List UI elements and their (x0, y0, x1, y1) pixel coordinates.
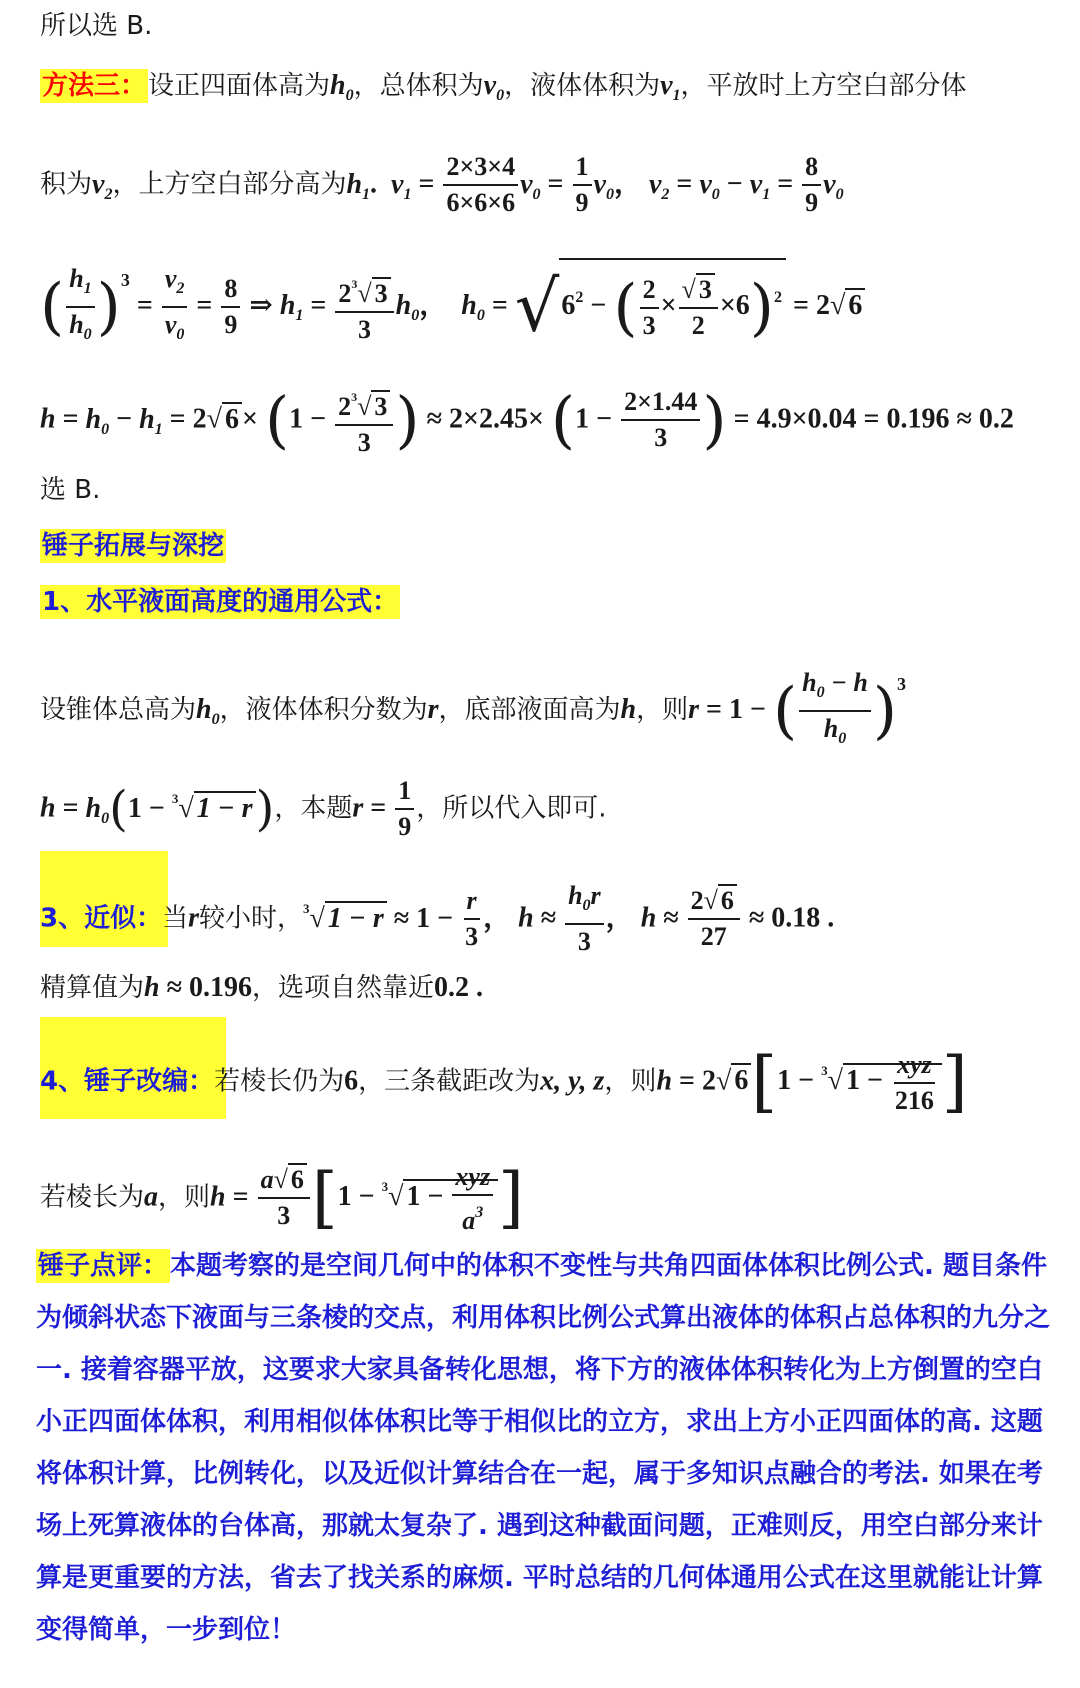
comment-body: 本题考察的是空间几何中的体积不变性与共角四面体体积比例公式. 题目条件为倾斜状态下液面与三条棱的交点，利用体积比例公式算出液体的体积占总体积的九分之一. 接着容器平放，这要求大家具备转化思想，将下方的液体体积转化为上方倒置的空白小正四面体体积，利用相似体体积比等于相似比的立方，求出上方小正四面体的高. 这题将体积计算，比例转化，以及近似计算结合在一起，属于多知识点融合的考法. 如果在考场上死算液体的台体高，那就太复杂了. 遇到这种截面问题，正难则反，用空白部分来计算是更重要的方法，省去了找关系的麻烦. 平时总结的几何体通用公式在这里就能让计算变得简单，一步到位！ (36, 1251, 1051, 1645)
item4-line2-text: 若棱长为 (40, 1182, 145, 1213)
item4-line2b-text: ，则 (158, 1182, 211, 1213)
item3-line-2: 精算值为h ≈ 0.196，选项自然靠近0.2 . (40, 972, 483, 1003)
method3-t3: ，平放时上方空白部分体 (680, 71, 967, 101)
item4-line-2: 若棱长为a，则h = $\frac{a√ 6}{3}$ [1 − $^3$√ 1 − $\frac{\text{xyz}}{a^3}$ ] (40, 1158, 524, 1236)
symbol-h0: $h_0$ (330, 70, 354, 104)
item3-text1: 当 (162, 903, 189, 934)
symbol-v1: $v_1$ (660, 70, 681, 104)
item3-label: 3、近似： (40, 903, 163, 934)
item1-label: 1、水平液面高度的通用公式： (42, 587, 399, 617)
method3-t1: ，总体积为 (353, 71, 484, 101)
fraction-234-666: $\frac{2\times 3\times 4}{6\times 6\times 6}$ (443, 150, 518, 220)
comment-paragraph (36, 1240, 1056, 1656)
item3-line-1: 3、近似：当r较小时，$^3$√ 1 − r ≈ 1 − $\frac{r}{3}$ ， h ≈ $\frac{h_0r}{3}$ ， h ≈ $\frac{2√ 6}{27}$ ≈ 0.18 . (40, 881, 835, 956)
method3-t5: ，上方空白部分高为 (112, 169, 347, 200)
conclusion-line-1 (40, 6, 152, 46)
item1-line-1: 设锥体总高为$h_0$，液体体积分数为r，底部液面高为h，则r = 1 − ( $\frac{h_0 - h}{h_0}$ )$^3$ (40, 667, 907, 747)
item4-text3: ，则 (604, 1066, 657, 1097)
conclusion-line-2 (40, 470, 100, 510)
item1-heading (40, 582, 400, 622)
section-title (40, 526, 226, 566)
item1-text1: 设锥体总高为 (40, 695, 197, 725)
item1-text5: ，本题 (274, 793, 353, 824)
item1-text4: ，则 (636, 695, 689, 725)
method3-line-3: ( $\frac{h_1}{h_0}$ )$^3$ = $\frac{v_2}{v_0}$ = $\frac{8}{9}$ ⇒ $h_1$ = $\frac{2^3√ 3}{3}$ $h_0$， $h_0 = √6^2$ − ( $\frac{2}{3}$ × $\frac{√ 3}{2}$ ×6)$^2$ = 2√ 6 (40, 258, 865, 352)
method3-line-4: $h = h_0 - h_1 = 2√$ 6 × (1 − $\frac{2^3√ 3}{3}$ ) ≈ 2×2.45× (1 − $\frac{2\times 1.44}{3}$ ) = 4.9×0.04 = 0.196 ≈ 0.2 (40, 380, 1014, 460)
conclusion-text: 所以选 B. (40, 11, 153, 41)
method3-line-1 (40, 66, 967, 116)
method3-intro: 设正四面体高为 (148, 71, 331, 101)
item1-text3: ，底部液面高为 (438, 695, 621, 725)
item4-line-1: 4、锤子改编：若棱长仍为6，三条截距改为x, y, z，则h = 2√ 6[1 − $^3$√ 1 − $\frac{\text{xyz}}{216}$ ] (40, 1042, 968, 1120)
conclusion-text-2: 选 B. (40, 475, 101, 505)
item3-line2b-text: ，选项自然靠近 (251, 973, 434, 1003)
item3-line2-text: 精算值为 (40, 973, 145, 1003)
method3-t2: ，液体体积为 (504, 71, 661, 101)
symbol-h1: $h_1$ (346, 168, 371, 203)
item3-text2: 较小时， (199, 903, 304, 934)
symbol-v2: $v_2$ (92, 168, 113, 203)
item1-line-2: $h = h_0(1 - ^3√$ 1 − r)，本题r = $\frac{1}{9}$ ，所以代入即可. (40, 776, 607, 841)
comment-label: 锤子点评： (38, 1251, 169, 1281)
method3-label: 方法三： (42, 71, 147, 101)
method3-t4: 积为 (40, 169, 93, 200)
item4-text1: 若棱长仍为 (214, 1066, 345, 1097)
symbol-v0: $v_0$ (483, 70, 505, 104)
fraction-one-ninth: $\frac{1}{9}$ (573, 150, 592, 220)
item1-text6: ，所以代入即可. (416, 793, 607, 824)
section-title-text: 锤子拓展与深挖 (42, 531, 225, 561)
item4-label: 4、锤子改编： (40, 1066, 215, 1097)
item4-text2: ，三条截距改为 (358, 1066, 541, 1097)
fraction-eight-ninths: $\frac{8}{9}$ (802, 150, 821, 220)
fraction-cbrt3: $\frac{2^3√ 3}{3}$ (335, 267, 393, 347)
method3-line-2: 积为$v_2$，上方空白部分高为$h_1$. $v_1$ = $\frac{2\times 3\times 4}{6\times 6\times 6}$ $v_0$ = $\frac{1}{9}$ $v_0$， $v_2 = v_0 - v_1$ = $\frac{8}{9}$ $v_0$ (40, 150, 844, 220)
item1-text2: ，液体体积分数为 (219, 695, 428, 725)
